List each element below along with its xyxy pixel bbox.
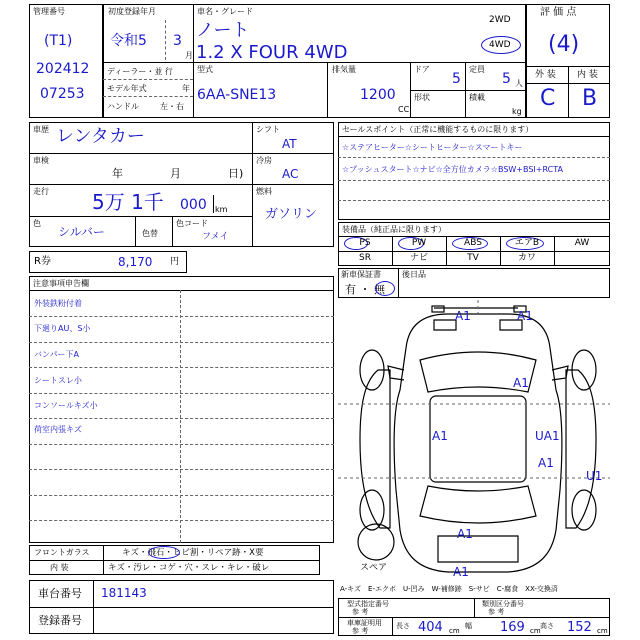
damage-mark: A1 [513, 376, 529, 390]
mileage-tail: 000 [180, 197, 207, 213]
score-label: 評 価 点 [540, 7, 577, 18]
shift-value: AT [282, 137, 297, 151]
divider [338, 251, 610, 252]
damage-mark: A1 [538, 456, 554, 470]
registration-label: 登録番号 [38, 614, 82, 627]
divider [213, 195, 214, 213]
sales-label: セールスポイント（正常に機能するものに限ります） [342, 125, 534, 134]
mgmt-label: 管理番号 [33, 7, 65, 16]
ext-grade: C [540, 86, 556, 111]
divider [252, 184, 334, 185]
front-glass-label: フロントガラス [34, 548, 90, 557]
divider [135, 216, 136, 247]
handle-label: ハンドル [107, 102, 139, 111]
note-rule [29, 367, 334, 368]
car-name: ノート [196, 20, 250, 41]
kg-label: kg [512, 107, 522, 116]
damage-mark: A1 [457, 527, 473, 541]
divider [29, 153, 252, 154]
inspection-label: 車検 [33, 156, 49, 165]
equip-tv: TV [467, 253, 479, 263]
shift-label: シフト [256, 125, 280, 134]
warranty-date-label: 後日品 [402, 270, 426, 279]
note-rule [29, 520, 334, 521]
door-label: ドア [414, 65, 430, 74]
ac-value: AC [282, 167, 299, 181]
note-item: バンパー下A [34, 350, 79, 359]
front-glass-value: キズ・飛石・ヒビ割・リペア跡・X要 [122, 548, 264, 558]
divider [193, 62, 194, 118]
r-ticket-value: 8,170 [118, 255, 153, 269]
divider [103, 62, 526, 63]
divider [29, 560, 320, 561]
day-label: 日) [228, 167, 244, 180]
sales-line2: ☆プッシュスタート☆ナビ☆全方位カメラ☆BSW+BSI+RCTA [342, 165, 563, 174]
divider [526, 83, 610, 84]
width-value: 169 [500, 620, 525, 635]
damage-mark: U1 [586, 469, 603, 483]
color-label: 色 [33, 219, 41, 228]
divider [465, 62, 466, 90]
score-value: (4) [548, 32, 580, 57]
length-cm: cm [449, 627, 460, 635]
handle-value: 左・右 [160, 102, 184, 111]
month-value: 3 [173, 33, 182, 49]
divider [398, 268, 399, 298]
divider [193, 4, 194, 62]
int-grade: B [582, 86, 598, 111]
ac-label: 冷房 [256, 156, 272, 165]
model-year-unit: 年 [182, 84, 190, 93]
interior-label: 内 装 [50, 563, 69, 572]
type-cert-sub: 参 考 [352, 608, 369, 616]
width-cm: cm [530, 627, 541, 635]
note-rule [29, 495, 334, 496]
r-ticket-unit: 円 [170, 257, 180, 267]
spare-label: スペア [360, 563, 388, 573]
mgmt-num2: 07253 [40, 86, 85, 102]
car-grade: 1.2 X FOUR 4WD [196, 42, 348, 63]
ext-label: 外 装 [535, 70, 556, 80]
equip-sr: SR [359, 253, 371, 263]
equip-ps: PS [359, 238, 371, 248]
equip-pw: PW [411, 238, 427, 248]
divider [29, 184, 252, 185]
divider [172, 216, 173, 247]
chassis-label: 車台番号 [38, 587, 82, 600]
note-item: コンソールキズ小 [34, 401, 98, 410]
damage-mark: A1 [455, 309, 471, 323]
history-value: レンタカー [56, 126, 145, 147]
load-label: 積載 [469, 93, 485, 102]
fuel-label: 燃料 [256, 187, 272, 196]
divider [252, 153, 334, 154]
warranty-none-circle [375, 281, 395, 296]
warranty-label: 新車保証書 [341, 270, 381, 279]
damage-mark: A1 [453, 565, 469, 579]
equip-navi: ナビ [409, 253, 428, 263]
r-ticket-box [29, 251, 187, 273]
width-label: 幅 [465, 622, 472, 630]
displacement-value: 1200 [360, 87, 396, 103]
divider [103, 545, 104, 575]
note-rule [29, 316, 334, 317]
int-label: 内 装 [577, 70, 598, 80]
divider [93, 580, 94, 634]
shape-label: 形状 [414, 93, 430, 102]
mgmt-num1: 202412 [36, 61, 90, 77]
divider [410, 90, 526, 91]
sales-line1: ☆ステアヒーター☆シートヒーター☆スマートキー [342, 143, 523, 152]
era-value: 令和5 [110, 33, 147, 49]
damage-mark: A1 [432, 429, 448, 443]
cc-label: CC [398, 105, 410, 114]
divider [103, 79, 193, 80]
year-label: 年 [112, 167, 123, 180]
note-rule [29, 469, 334, 470]
cert-sub: 参 考 [352, 627, 369, 635]
equip-aw: AW [574, 238, 590, 248]
wd4-label: 4WD [489, 40, 511, 50]
divider [103, 96, 193, 97]
displacement-label: 排気量 [332, 65, 356, 74]
dealer-label: ディーラー・並 行 [107, 67, 173, 76]
door-value: 5 [452, 71, 461, 87]
divider [327, 62, 328, 118]
divider [338, 617, 610, 618]
divider [338, 200, 610, 201]
warranty-value: 有 ・ 無 [345, 283, 385, 296]
car-name-label: 車名・グレード [197, 7, 253, 16]
mileage-value: 5万 1千 [92, 190, 164, 214]
divider [465, 90, 466, 118]
mileage-label: 走行 [33, 187, 49, 196]
divider [338, 180, 610, 181]
stone-chip-circle [148, 546, 180, 559]
note-item: 下廻りAU、S小 [34, 324, 91, 333]
divider [29, 216, 252, 217]
first-reg-label: 初度登録年月 [108, 7, 156, 16]
legend-text: A-キズ E-エクボ U-凹み W-補修跡 S-サビ C-腐食 XX-交換済 [340, 585, 558, 593]
color-swap-label: 色替 [142, 229, 158, 238]
height-label: 高さ [540, 622, 554, 630]
car-diagram [338, 300, 610, 580]
note-rule [29, 444, 334, 445]
equip-leather: カワ [517, 253, 536, 263]
note-item: 外装鉄粉付着 [34, 299, 82, 308]
color-code-value: フメイ [202, 232, 229, 242]
divider [338, 157, 610, 158]
note-item: 荷室内張キズ [34, 425, 82, 434]
chassis-value: 181143 [101, 586, 147, 600]
length-label: 長さ [396, 622, 410, 630]
fuel-value: ガソリン [265, 207, 318, 222]
cert-label: 車庫証明用 [347, 619, 382, 627]
divider [392, 617, 393, 636]
color-value: シルバー [58, 225, 105, 239]
divider [568, 66, 569, 118]
equipment-label: 装備品（純正品に限ります） [342, 225, 446, 234]
capacity-unit: 人 [515, 79, 523, 88]
divider [180, 290, 181, 543]
month-unit: 月 [185, 51, 193, 60]
notes-label: 注意事項申告欄 [33, 279, 89, 288]
height-cm: cm [597, 627, 608, 635]
damage-mark: UA1 [535, 429, 560, 443]
height-value: 152 [567, 620, 592, 635]
month-label: 月 [170, 167, 181, 180]
length-value: 404 [418, 620, 443, 635]
divider [165, 20, 166, 60]
note-rule [29, 342, 334, 343]
note-rule [29, 418, 334, 419]
capacity-label: 定員 [469, 65, 485, 74]
km-label: km [215, 205, 228, 214]
type-cert-label: 型式指定番号 [347, 600, 389, 608]
equip-abs: ABS [464, 238, 482, 248]
model-year-label: モデル年式 [107, 84, 147, 93]
history-label: 車歴 [33, 125, 49, 134]
damage-mark: A1 [517, 309, 533, 323]
divider [29, 290, 334, 291]
equip-airbag: エアB [514, 238, 540, 248]
note-rule [29, 393, 334, 394]
wd2-label: 2WD [489, 15, 511, 25]
divider [29, 607, 334, 608]
r-ticket-label: R券 [34, 256, 51, 267]
capacity-value: 5 [502, 71, 511, 87]
type-value: 6AA-SNE13 [197, 87, 277, 103]
divider [338, 136, 610, 137]
interior-value: キズ・汚レ・コゲ・穴・スレ・キレ・破レ [108, 563, 270, 573]
class-sub: 参 考 [488, 608, 505, 616]
mgmt-t: (T1) [44, 33, 73, 49]
type-label: 型式 [197, 65, 213, 74]
color-code-label: 色コード [176, 219, 208, 228]
divider [474, 598, 475, 617]
note-item: シートスレ小 [34, 376, 82, 385]
class-label: 類別区分番号 [482, 600, 524, 608]
